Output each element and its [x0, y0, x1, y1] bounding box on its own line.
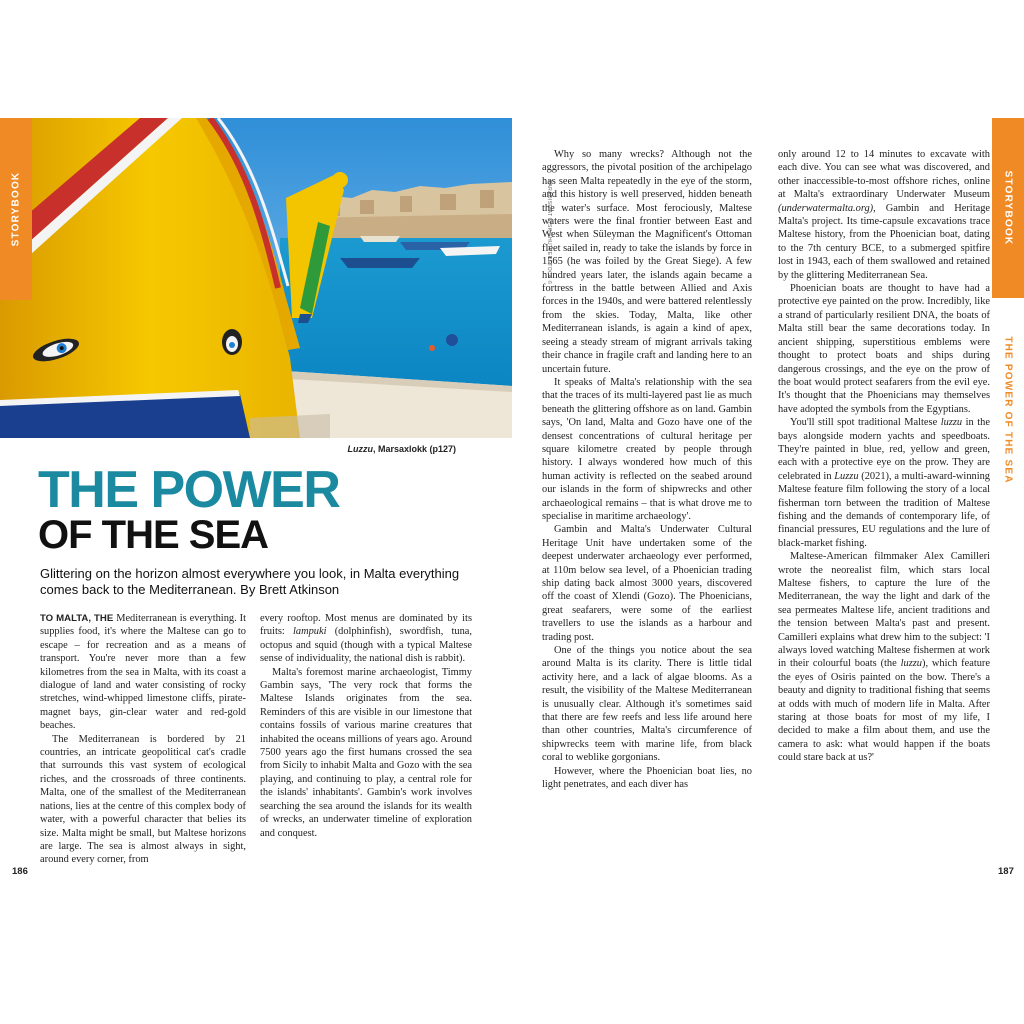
standfirst: Glittering on the horizon almost everywhere you look, in Malta everything comes back to the Mediterranean. By Brett Atkinson: [40, 566, 460, 597]
paragraph: One of the things you notice about the sea around Malta is its clarity. There is little tidal activity here, and a lack of algae blooms. As a result, the visibility of the Maltese Mediterranean is unusually clear. Although it's sometimes said that there are few reefs and less life around here than other countries, Malta's circumference of shipwrecks teem with marine life, from black coral to weblike gorgonians.: [542, 645, 752, 764]
paragraph-text: only around 12 to 14 minutes to excavate with each dive. You can see what was discovered, and other inaccessible-to-most offshore riches, online at Malta's extraordinary Underwater Museum: [778, 149, 990, 201]
caption-rest: , Marsaxlokk (p127): [372, 444, 456, 454]
emphasis: luzzu: [900, 658, 922, 670]
body-column-4: [778, 148, 990, 765]
paragraph: The Mediterranean is bordered by 21 countries, an intricate geopolitical cat's cradle that surrounds this vast system of ecological riches, and the crossroads of three continents. Malta, one of the smallest of the Mediterranean nations, lies at the centre of this complex body of water, with a powerful character that belies its size. Malta might be small, but Maltese horizons are large. The sea is almost always in sight, around every corner, from: [40, 733, 246, 866]
paragraph-text: in the bays alongside modern yachts and speedboats. They're painted in blue, red, yellow and green, each with a protective eye on the prow. They are celebrated in: [778, 417, 990, 482]
article-title-line2: OF THE SEA: [38, 513, 269, 557]
page-number-left: 186: [12, 866, 28, 877]
article-title-line1: THE POWER: [38, 461, 340, 519]
emphasis: luzzu: [940, 417, 963, 429]
storybook-tab: [992, 118, 1024, 298]
photo-caption: [347, 444, 456, 454]
paragraph: [778, 550, 990, 765]
paragraph-text: Maltese-American filmmaker Alex Camilleri wrote the neorealist film, which stars local Maltese fishers, to capture the lure of the Mediterranean, the way the light and dark of the sea permeates Maltese life, ancient traditions and the tension between Malta's past and present. Camilleri explains what drew him to the subject: 'I always loved watching Maltese fishermen at work in their colourful boats (the: [778, 551, 990, 670]
body-column-2: [260, 612, 472, 840]
body-column-1: [40, 612, 246, 867]
paragraph: Gambin and Malta's Underwater Cultural Heritage Unit have undertaken some of the deepest underwater archaeology ever performed, at 110m below sea level, of a Phoenician trading ship dating back almost 3000 years, discovered off the coast of Xlendi (Gozo). The Phoenicians, great seafarers, were some of the earliest travellers to use the islands as a harbour and trading post.: [542, 524, 752, 643]
paragraph: Why so many wrecks? Although not the aggressors, the pivotal position of the archipelago has seen Malta repeatedly in the eye of the storm, and this history is well preserved, hidden beneath the water's surface. Most ferociously, Maltese waters were the final frontier between East and West when Süleyman the Magnificent's Ottoman fleet sailed in, ready to take the islands by force in 1565 (he was foiled by the Great Siege). A few hundred years later, the islands again became a fortress in the battle between Allied and Axis forces in the 1940s, and were battered relentlessly from the skies. Today, Malta, like other Mediterranean islands, is again a kind of apex, seeing a steady stream of migrant arrivals taking their chance in fragile craft and landing here to an uncertain future.: [542, 149, 752, 375]
paragraph-text: You'll still spot traditional Maltese: [790, 417, 941, 429]
paragraph: However, where the Phoenician boat lies, no light penetrates, and each diver has: [542, 765, 752, 791]
luzzu-photo: [0, 118, 512, 438]
body-column-3: [542, 148, 752, 792]
paragraph: It speaks of Malta's relationship with the sea that the traces of its multi-layered past lie as much beneath the glittering offshore as on land. Gambin says, 'On land, Malta and Gozo have one of the densest concentrations of cultural heritage per square kilometre created by people through history. I always wondered how much of this human activity is reflected on the seabed around our islands in the form of shipwrecks and other archaeological remains – that is what drove me to specialise in maritime archaeology'.: [542, 376, 752, 522]
caption-place: Luzzu: [347, 444, 373, 454]
section-running-head: THE POWER OF THE SEA: [1002, 336, 1014, 484]
paragraph: [260, 612, 472, 666]
lead-in: TO MALTA, THE: [40, 613, 114, 624]
paragraph: Phoenician boats are thought to have had a protective eye painted on the prow. Incredibly, like a strand of particularly resilient DNA, the boats of Malta still bear the same decorations today. In ancient shipping, superstitious emblems were thought to protect boats and ships during dangerous crossings, and the eye on the prow of the boat would protect seafarers from the evil eye. It's thought that the Phoenicians may themselves have adopted the symbols from the Egyptians.: [778, 283, 990, 415]
emphasis: (underwatermalta.org): [778, 202, 874, 214]
paragraph-text: (2021), a multi-award-winning Maltese feature film following the story of a local fisherman torn between the tradition of Maltese fishing and the demands of contemporary life, of financial pressures, EU regulations and the lure of black-market fishing.: [778, 470, 990, 549]
paragraph: Malta's foremost marine archaeologist, Timmy Gambin says, 'The very rock that forms the Maltese Islands originates from the sea. Reminders of this are visible in our limestone that contains fossils of various marine creatures that inhabited the oceans millions of years ago. Around 7500 years ago the first humans crossed the sea from Sicily to inhabit Malta and Gozo with the sea playing, and continuing to play, a central role for the islands' inhabitants'. Gambin's work involves searching the sea around the islands for its wealth of wrecks, an underwater timeline of exploration and conquest.: [260, 666, 472, 839]
paragraph-text: (dolphinfish), swordfish, tuna, octopus and squid (though with a typical Maltese sense of individuality, the national dish is rabbit).: [260, 626, 472, 665]
storybook-tab-label: STORYBOOK: [10, 171, 22, 247]
emphasis: lampuki: [293, 626, 327, 638]
storybook-tab: [0, 118, 32, 300]
paragraph-text: every rooftop. Most menus are dominated by its fruits:: [260, 613, 472, 638]
photo-credit: PARADISE AT RISK/SHUTTERSTOCK ©: [546, 180, 552, 285]
paragraph: [40, 612, 246, 733]
paragraph: [778, 148, 990, 282]
page-number-right: 187: [998, 866, 1014, 877]
paragraph-text: Mediterranean is everything. It supplies food, it's where the Maltese can go to escape – for recreation and as a means of transport. You're never more than a few kilometres from the sea in Malta, with its coast a dialogue of land and water consisting of rocky stretches, wind-whipped limestone cliffs, pirate-magnet bays, gin-clear water and red-gold beaches.: [40, 613, 247, 732]
emphasis: Luzzu: [834, 470, 859, 482]
right-page: [512, 0, 1024, 1024]
paragraph: [778, 416, 990, 550]
storybook-tab-label: STORYBOOK: [1002, 170, 1014, 246]
paragraph-text: ), which feature the eyes of Osiris painted on the bow. There's a beauty and dignity to traditional fishing that seems at odds with much of modern life in Malta. After staring at those boats for most of my life, I decided to make a film about them, and use the camera to ask: what would happen if the boats could stare back at us?': [778, 658, 990, 764]
paragraph-text: , Gambin and Heritage Malta's project. Its time-capsule excavations trace Maltese history, from the Phoenician boat, dating to the 7th century BCE, to a submerged spitfire lost in 1943, each of them swallowed and retained by the glittering Mediterranean Sea.: [778, 202, 990, 281]
